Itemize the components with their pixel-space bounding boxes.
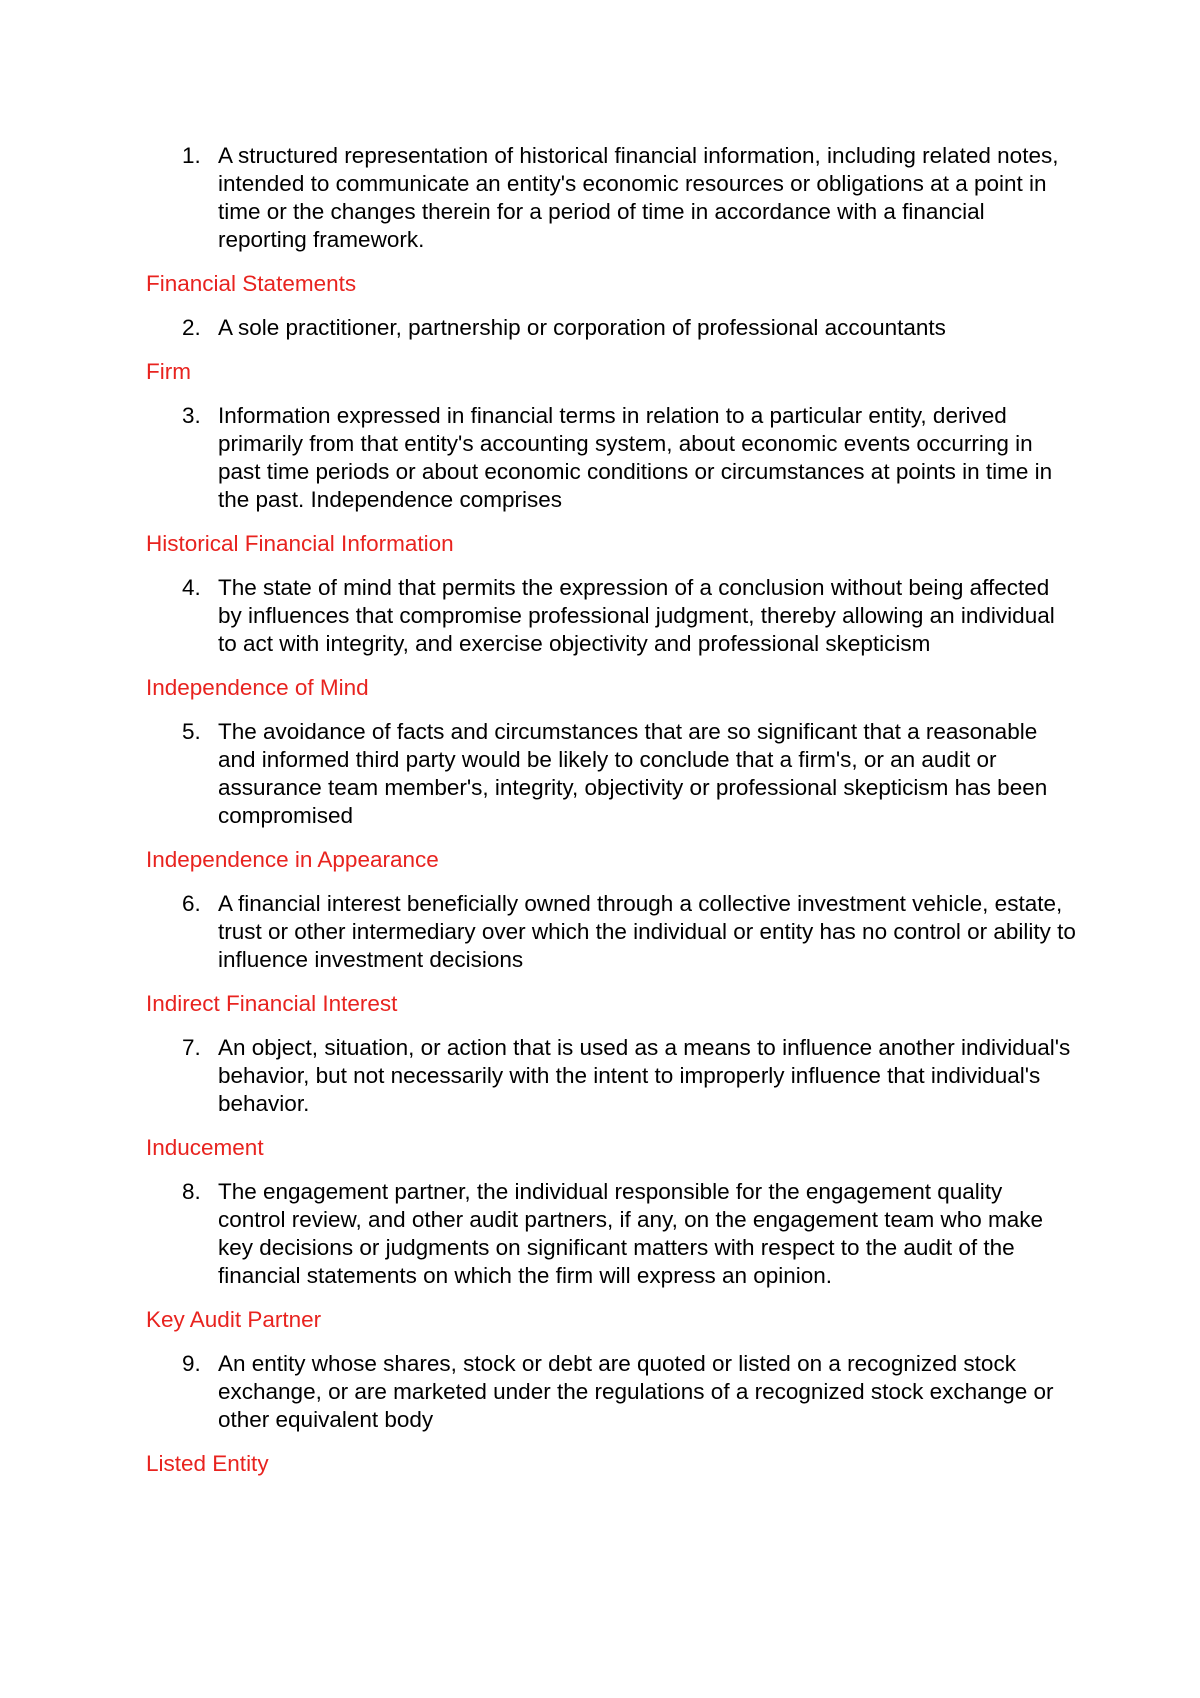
- answer-7: Inducement: [146, 1135, 264, 1160]
- question-9: [146, 1350, 1076, 1434]
- question-number: 9.: [182, 1351, 201, 1376]
- list-item: [146, 1350, 1076, 1478]
- question-3: [146, 402, 1076, 514]
- list-item: [146, 574, 1076, 702]
- answer-9: Listed Entity: [146, 1451, 269, 1476]
- question-text: An entity whose shares, stock or debt are quoted or listed on a recognized stock exchange, or are marketed under the regulations of a recognized stock exchange or other equivalent body: [218, 1351, 1054, 1432]
- answer-5: Independence in Appearance: [146, 847, 439, 872]
- question-number: 3.: [182, 403, 201, 428]
- question-number: 5.: [182, 719, 201, 744]
- question-7: [146, 1034, 1076, 1118]
- answer-6: Indirect Financial Interest: [146, 991, 398, 1016]
- list-item: [146, 718, 1076, 874]
- question-2: [146, 314, 1076, 342]
- question-number: 6.: [182, 891, 201, 916]
- question-number: 8.: [182, 1179, 201, 1204]
- question-1: [146, 142, 1076, 254]
- list-item: [146, 402, 1076, 558]
- question-6: [146, 890, 1076, 974]
- question-text: Information expressed in financial terms in relation to a particular entity, derived primarily from that entity's accounting system, about economic events occurring in past time periods or about economic conditions or circumstances at points in time in the past. Independence comprises: [218, 403, 1053, 512]
- question-5: [146, 718, 1076, 830]
- question-text: An object, situation, or action that is used as a means to influence another individual's behavior, but not necessarily with the intent to improperly influence that individual's behavior.: [218, 1035, 1071, 1116]
- question-number: 4.: [182, 575, 201, 600]
- answer-1: Financial Statements: [146, 271, 357, 296]
- question-text: The engagement partner, the individual responsible for the engagement quality control review, and other audit partners, if any, on the engagement team who make key decisions or judgments on significant matters with respect to the audit of the financial statements on which the firm will express an opinion.: [218, 1179, 1044, 1288]
- question-text: The state of mind that permits the expression of a conclusion without being affected by influences that compromise professional judgment, thereby allowing an individual to act with integrity, and exercise objectivity and professional skepticism: [218, 575, 1055, 656]
- question-8: [146, 1178, 1076, 1290]
- answer-3: Historical Financial Information: [146, 531, 454, 556]
- question-text: A structured representation of historical financial information, including related notes, intended to communicate an entity's economic resources or obligations at a point in time or the changes therein for a period of time in accordance with a financial reporting framework.: [218, 143, 1059, 252]
- list-item: [146, 890, 1076, 1018]
- list-item: [146, 314, 1076, 386]
- question-text: The avoidance of facts and circumstances that are so significant that a reasonable and informed third party would be likely to conclude that a firm's, or an audit or assurance team member's, integrity, objectivity or professional skepticism has been compromised: [218, 719, 1048, 828]
- question-number: 7.: [182, 1035, 201, 1060]
- question-number: 1.: [182, 143, 201, 168]
- question-text: A financial interest beneficially owned through a collective investment vehicle, estate, trust or other intermediary over which the individual or entity has no control or ability to influence investment decisions: [218, 891, 1076, 972]
- list-item: [146, 142, 1076, 298]
- question-number: 2.: [182, 315, 201, 340]
- answer-8: Key Audit Partner: [146, 1307, 322, 1332]
- answer-2: Firm: [146, 359, 191, 384]
- list-item: [146, 1178, 1076, 1334]
- answer-4: Independence of Mind: [146, 675, 369, 700]
- question-list: [146, 142, 1076, 1494]
- question-text: A sole practitioner, partnership or corporation of professional accountants: [218, 315, 946, 340]
- question-4: [146, 574, 1076, 658]
- list-item: [146, 1034, 1076, 1162]
